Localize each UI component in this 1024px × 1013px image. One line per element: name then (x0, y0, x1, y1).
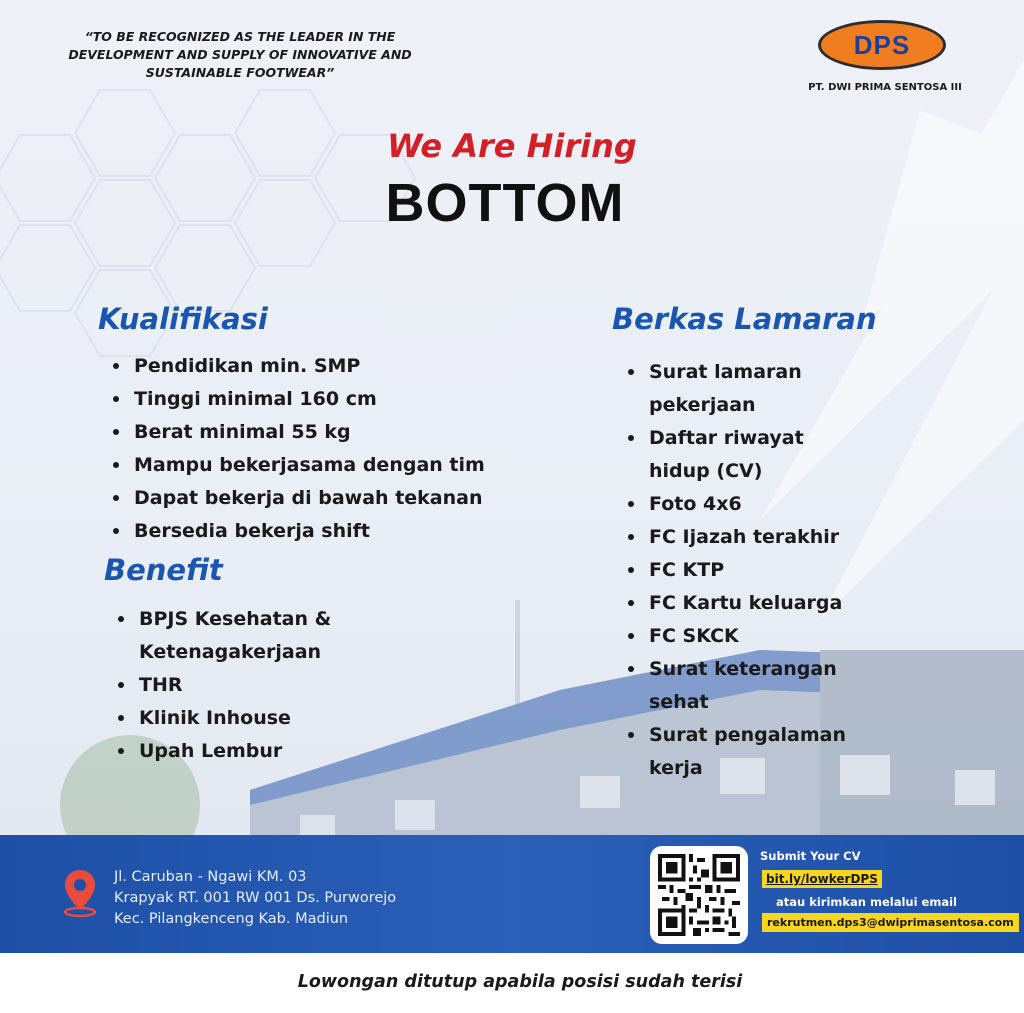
list-item: Bersedia bekerja shift (110, 515, 485, 548)
submit-cv-heading: Submit Your CV (760, 849, 861, 863)
email-alternative-text: atau kirimkan melalui email (776, 895, 957, 909)
list-item: Klinik Inhouse (115, 702, 345, 735)
list-item: Berat minimal 55 kg (110, 416, 485, 449)
list-item: Foto 4x6 (625, 488, 870, 521)
company-address (114, 867, 396, 930)
address-line: Krapyak RT. 001 RW 001 Ds. Purworejo (114, 890, 397, 906)
closing-note: Lowongan ditutup apabila posisi sudah terisi (297, 972, 743, 992)
dps-logo (818, 20, 946, 70)
qualifications-list (110, 350, 485, 548)
address-line: Kec. Pilangkenceng Kab. Madiun (114, 911, 349, 927)
list-item: FC KTP (625, 554, 870, 587)
list-item: Daftar riwayat hidup (CV) (625, 422, 870, 488)
logo-text: DPS (853, 29, 911, 60)
benefits-list (115, 603, 345, 768)
recruitment-email[interactable]: rekrutmen.dps3@dwiprimasentosa.com (762, 913, 1019, 932)
job-position-title: BOTTOM (385, 173, 625, 233)
list-item: Surat lamaran pekerjaan (625, 356, 870, 422)
list-item: Surat keterangan sehat (625, 653, 870, 719)
cv-link[interactable]: bit.ly/lowkerDPS (762, 870, 882, 888)
company-tagline: “TO BE RECOGNIZED AS THE LEADER IN THE DEVELOPMENT AND SUPPLY OF INNOVATIVE AND SUSTAINABLE FOOTWEAR” (68, 29, 412, 80)
list-item: Mampu bekerjasama dengan tim (110, 449, 485, 482)
documents-list (625, 356, 870, 785)
list-item: Upah Lembur (115, 735, 345, 768)
company-name: PT. DWI PRIMA SENTOSA III (808, 82, 962, 93)
benefits-heading: Benefit (104, 553, 223, 587)
list-item: Tinggi minimal 160 cm (110, 383, 485, 416)
qualifications-heading: Kualifikasi (98, 302, 268, 336)
location-pin-icon (62, 868, 98, 918)
list-item: Surat pengalaman kerja (625, 719, 870, 785)
address-line: Jl. Caruban - Ngawi KM. 03 (114, 869, 307, 885)
list-item: THR (115, 669, 345, 702)
list-item: Pendidikan min. SMP (110, 350, 485, 383)
list-item: Dapat bekerja di bawah tekanan (110, 482, 485, 515)
hiring-subtitle: We Are Hiring (387, 127, 637, 165)
qr-code-card[interactable] (650, 846, 748, 944)
list-item: FC Kartu keluarga (625, 587, 870, 620)
list-item: BPJS Kesehatan & Ketenagakerjaan (115, 603, 345, 669)
list-item: FC SKCK (625, 620, 870, 653)
list-item: FC Ijazah terakhir (625, 521, 870, 554)
documents-heading: Berkas Lamaran (612, 302, 877, 336)
qr-code[interactable] (658, 854, 740, 936)
